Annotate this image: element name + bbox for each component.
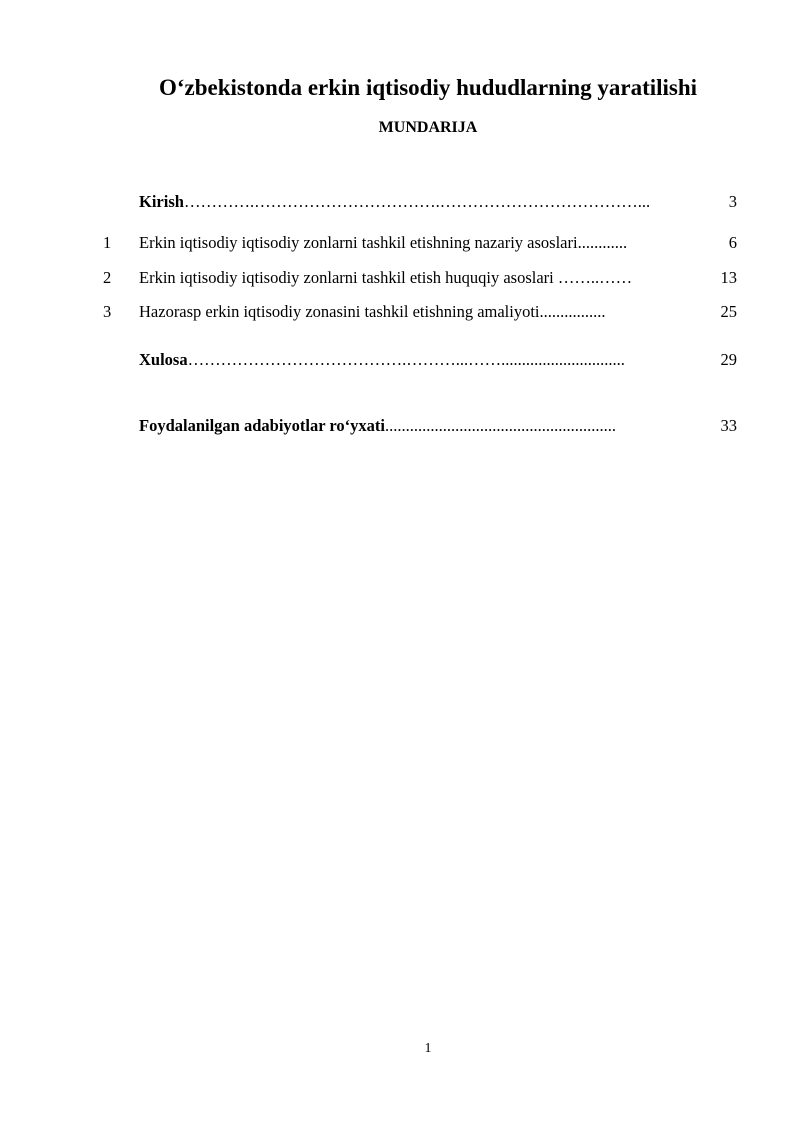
- toc-entry-label: Xulosa: [139, 350, 188, 369]
- toc-entry-text: [139, 231, 627, 255]
- toc-entry-label: Kirish: [139, 192, 184, 211]
- toc-entry-page: 25: [720, 302, 737, 321]
- toc-entry-label: Hazorasp erkin iqtisodiy zonasini tashkil etishning amaliyoti: [139, 302, 540, 321]
- toc-entry-page: 29: [720, 350, 737, 369]
- toc-entry-2[interactable]: [0, 266, 800, 290]
- toc-entry-text: [139, 348, 625, 372]
- toc-entry-label: Erkin iqtisodiy iqtisodiy zonlarni tashkil etishning nazariy asoslari: [139, 233, 578, 252]
- toc-entry-3[interactable]: [0, 300, 800, 324]
- toc-entry-leader: ………………………………….………...……..............................: [187, 350, 625, 369]
- toc-entry-page: 3: [728, 192, 737, 211]
- toc-entry-text: [139, 414, 616, 438]
- toc-heading: MUNDARIJA: [378, 119, 478, 136]
- toc-entry-leader: ................: [539, 302, 606, 321]
- toc-entry-leader: ............: [577, 233, 628, 252]
- toc-entry-text: [139, 300, 606, 324]
- toc-entry-page: 33: [720, 416, 737, 435]
- toc-entry-leader: ………….…………………………….………………………………...: [183, 192, 651, 211]
- toc-entry-label: Foydalanilgan adabiyotlar ro‘yxati: [139, 416, 386, 435]
- document-title: O‘zbekistonda erkin iqtisodiy hududlarning yaratilishi: [158, 75, 698, 100]
- page-number: 1: [424, 1041, 432, 1056]
- toc-entry-label: Erkin iqtisodiy iqtisodiy zonlarni tashkil etish huquqiy asoslari: [139, 268, 554, 287]
- toc-entry-text: [139, 190, 650, 214]
- toc-entry-kirish[interactable]: [0, 190, 800, 214]
- toc-entry-page: 13: [720, 268, 737, 287]
- toc-entry-xulosa[interactable]: [0, 348, 800, 372]
- toc-entry-number: 1: [103, 233, 112, 252]
- toc-entry-number: 2: [103, 268, 112, 287]
- toc-entry-number: 3: [103, 302, 112, 321]
- toc-entry-page: 6: [728, 233, 737, 252]
- toc-entry-text: [139, 266, 632, 290]
- toc-entry-leader: ........................................................: [385, 416, 617, 435]
- toc-entry-1[interactable]: [0, 231, 800, 255]
- toc-entry-leader: ……..……: [553, 268, 633, 287]
- toc-entry-bibliography[interactable]: [0, 414, 800, 438]
